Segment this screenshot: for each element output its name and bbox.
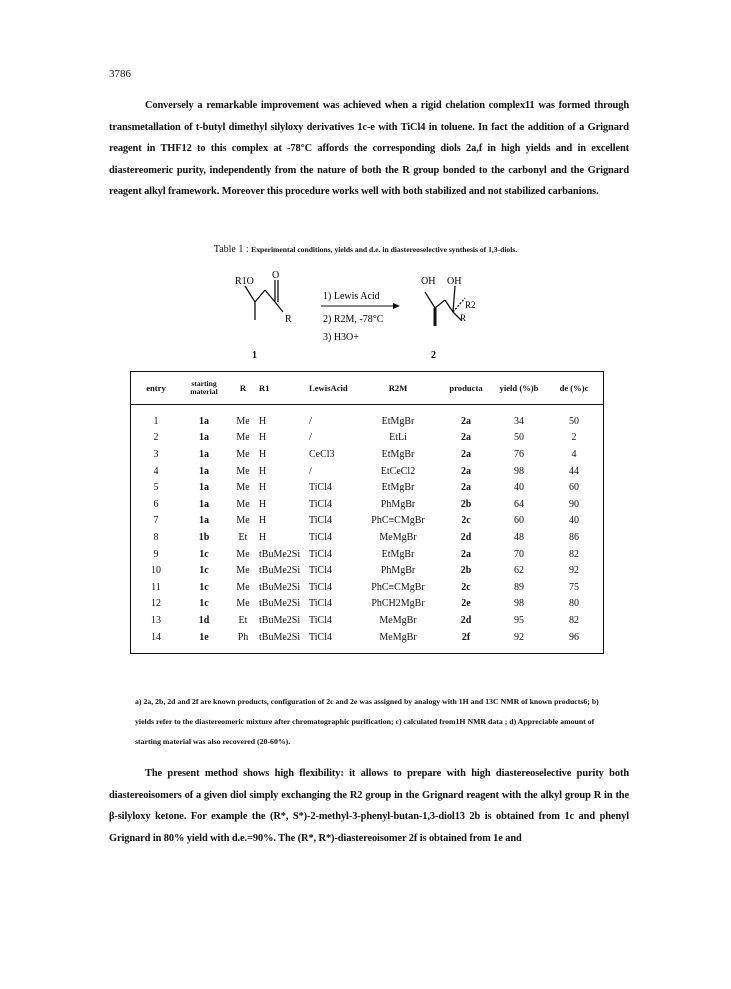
cell-yield: 98 [514, 465, 524, 477]
cell-starting-material: 1c [199, 565, 209, 577]
cell-entry: 1 [153, 415, 159, 427]
cell-lewis-acid: TiCl4 [309, 531, 332, 543]
header-entry: entry [131, 372, 182, 405]
cell-de: 90 [569, 498, 579, 510]
cell-starting-material: 1a [199, 465, 209, 477]
table-row [131, 479, 604, 496]
cell-yield: 40 [514, 482, 524, 494]
cell-de: 4 [571, 448, 577, 460]
cell-de: 96 [569, 631, 579, 643]
cell-starting-material: 1a [199, 448, 209, 460]
cell-r2m: MeMgBr [379, 631, 417, 643]
cell-starting-material: 1e [199, 631, 209, 643]
cell-r2m: PhC≡CMgBr [371, 581, 425, 593]
cell-yield: 62 [514, 565, 524, 577]
header-yield: yield (%)b [493, 372, 545, 405]
cell-lewis-acid: TiCl4 [309, 565, 332, 577]
cell-lewis-acid: / [309, 465, 312, 477]
cell-de: 80 [569, 598, 579, 610]
cell-r2m: EtMgBr [381, 548, 415, 560]
cell-product: 2d [460, 531, 472, 543]
cell-de: 82 [569, 614, 579, 626]
cell-r: Me [236, 565, 250, 577]
table-row [131, 513, 604, 530]
cell-lewis-acid: / [309, 432, 312, 444]
cell-r: Me [236, 498, 250, 510]
table-row [131, 579, 604, 596]
cell-entry: 12 [151, 598, 161, 610]
cell-product: 2a [461, 465, 471, 477]
cell-r1: tBuMe2Si [259, 631, 301, 643]
cell-de: 92 [569, 565, 579, 577]
product-r: R [460, 313, 467, 323]
cell-r: Me [236, 482, 250, 494]
cell-de: 86 [569, 531, 579, 543]
cell-r1: tBuMe2Si [259, 614, 301, 626]
cell-lewis-acid: TiCl4 [309, 498, 332, 510]
cell-r1: H [259, 432, 267, 444]
product-label: 2 [431, 350, 436, 361]
condition-step-3: 3) H3O+ [323, 332, 359, 343]
cell-r1: tBuMe2Si [259, 548, 301, 560]
cell-lewis-acid: TiCl4 [309, 482, 332, 494]
cell-r1: H [259, 515, 267, 527]
cell-product: 2d [460, 614, 472, 626]
cell-r2m: MeMgBr [379, 614, 417, 626]
cell-r2m: PhC≡CMgBr [371, 515, 425, 527]
header-de: de (%)c [545, 372, 604, 405]
condition-step-2: 2) R2M, -78°C [323, 314, 384, 325]
table-row [131, 629, 604, 654]
cell-de: 44 [569, 465, 579, 477]
cell-r2m: PhCH2MgBr [371, 598, 425, 610]
condition-step-1: 1) Lewis Acid [323, 291, 380, 302]
product-oh-1: OH [421, 276, 436, 287]
cell-yield: 76 [514, 448, 524, 460]
cell-yield: 95 [514, 614, 524, 626]
cell-lewis-acid: / [309, 415, 312, 427]
cell-r: Me [236, 548, 250, 560]
body-paragraph-2: The present method shows high flexibility: it allows to prepare with high diastereoselective purity both diastereoisomers of a given diol simply exchanging the R2 group in the Grignard reagent with the alkyl group R in the β-silyloxy ketone. For example the (R*, S*)-2-methyl-3-phenyl-butan-1,3-diol13 2b is obtained from 1c and phenyl Grignard in 80% yield with d.e.=90%. The (R*, R*)-diastereoisomer 2f is obtained from 1e and [109, 768, 629, 844]
reactant-r: R [285, 314, 292, 325]
cell-product: 2b [460, 565, 472, 577]
cell-entry: 2 [153, 432, 159, 444]
cell-lewis-acid: TiCl4 [309, 515, 332, 527]
cell-r2m: EtMgBr [381, 482, 415, 494]
header-r1: R1 [259, 372, 309, 405]
cell-r1: H [259, 482, 267, 494]
cell-r: Me [236, 448, 250, 460]
table-row [131, 496, 604, 513]
cell-lewis-acid: TiCl4 [309, 631, 332, 643]
cell-product: 2c [461, 581, 471, 593]
cell-yield: 48 [514, 531, 524, 543]
cell-entry: 13 [151, 614, 161, 626]
cell-product: 2e [461, 598, 471, 610]
table-row [131, 430, 604, 447]
cell-product: 2b [460, 498, 472, 510]
cell-r: Me [236, 515, 250, 527]
cell-r1: tBuMe2Si [259, 565, 301, 577]
cell-entry: 8 [153, 531, 159, 543]
cell-r2m: EtLi [389, 432, 407, 444]
table-row [131, 405, 604, 430]
header-lewis-acid: LewisAcid [309, 372, 357, 405]
cell-de: 60 [569, 482, 579, 494]
cell-lewis-acid: TiCl4 [309, 548, 332, 560]
cell-starting-material: 1c [199, 598, 209, 610]
cell-r: Me [236, 465, 250, 477]
body-paragraph-1: Conversely a remarkable improvement was achieved when a rigid chelation complex11 was formed through transmetallation of t-butyl dimethyl silyloxy derivatives 1c-e with TiCl4 in toluene. In fact the addition of a Grignard reagent in THF12 to this complex at -78°C affords the corresponding diols 2a,f in high yields and in excellent diastereomeric purity, independently from the nature of both the R group bonded to the carbonyl and the Grignard reagent alkyl framework. Moreover this procedure works well with both stabilized and not stabilized carbanions. [109, 100, 629, 198]
cell-starting-material: 1a [199, 498, 209, 510]
cell-lewis-acid: TiCl4 [309, 614, 332, 626]
cell-de: 82 [569, 548, 579, 560]
cell-yield: 98 [514, 598, 524, 610]
reactant-label: 1 [252, 350, 257, 361]
cell-lewis-acid: TiCl4 [309, 581, 332, 593]
cell-starting-material: 1a [199, 432, 209, 444]
cell-starting-material: 1c [199, 581, 209, 593]
header-r2m: R2M [357, 372, 439, 405]
table-caption-text: Experimental conditions, yields and d.e. in diastereoselective synthesis of 1,3-diols. [251, 245, 518, 254]
cell-yield: 89 [514, 581, 524, 593]
cell-r2m: PhMgBr [380, 565, 416, 577]
cell-de: 75 [569, 581, 579, 593]
cell-r: Me [236, 598, 250, 610]
table-row [131, 529, 604, 546]
cell-entry: 5 [153, 482, 159, 494]
reactant-carbonyl-o: O [272, 270, 280, 281]
cell-yield: 70 [514, 548, 524, 560]
cell-starting-material: 1a [199, 415, 209, 427]
cell-yield: 60 [514, 515, 524, 527]
product-structure [425, 286, 465, 320]
cell-yield: 64 [514, 498, 524, 510]
cell-r2m: PhMgBr [380, 498, 416, 510]
table-caption [0, 244, 731, 255]
table-row [131, 562, 604, 579]
cell-starting-material: 1a [199, 482, 209, 494]
reaction-arrow-head [393, 303, 400, 309]
reactant-substituent: R1O [235, 276, 254, 287]
cell-de: 40 [569, 515, 579, 527]
cell-r1: H [259, 498, 267, 510]
cell-entry: 4 [153, 465, 159, 477]
cell-product: 2a [461, 415, 471, 427]
cell-product: 2a [461, 482, 471, 494]
cell-de: 2 [571, 432, 577, 444]
cell-product: 2c [461, 515, 471, 527]
cell-r1: H [259, 415, 267, 427]
cell-product: 2a [461, 448, 471, 460]
cell-r: Et [238, 531, 248, 543]
page-number: 3786 [109, 68, 131, 80]
cell-entry: 14 [151, 631, 161, 643]
cell-r2m: EtMgBr [381, 448, 415, 460]
cell-r1: tBuMe2Si [259, 598, 301, 610]
cell-r: Me [236, 415, 250, 427]
table-row [131, 612, 604, 629]
cell-starting-material: 1b [198, 531, 210, 543]
cell-r2m: EtCeCl2 [380, 465, 416, 477]
table-footnote: a) 2a, 2b, 2d and 2f are known products, configuration of 2c and 2e was assigned by analogy with 1H and 13C NMR of known products6; b) yields refer to the diastereomeric mixture after chromatographic purification; c) calculated from1H NMR data ; d) Appreciable amount of starting material was also recovered (20-60%). [135, 697, 599, 746]
cell-r2m: EtMgBr [381, 415, 415, 427]
table-row [131, 446, 604, 463]
cell-starting-material: 1d [198, 614, 210, 626]
results-table [130, 371, 604, 654]
cell-yield: 92 [514, 631, 524, 643]
cell-starting-material: 1c [199, 548, 209, 560]
cell-entry: 10 [151, 565, 161, 577]
cell-yield: 34 [514, 415, 524, 427]
cell-lewis-acid: TiCl4 [309, 598, 332, 610]
header-r: R [227, 372, 259, 405]
header-product: producta [439, 372, 493, 405]
cell-product: 2a [461, 548, 471, 560]
cell-entry: 3 [153, 448, 159, 460]
cell-r1: tBuMe2Si [259, 581, 301, 593]
cell-entry: 9 [153, 548, 159, 560]
cell-entry: 11 [151, 581, 161, 593]
table-caption-label: Table 1 : [213, 244, 252, 255]
cell-de: 50 [569, 415, 579, 427]
cell-r1: H [259, 465, 267, 477]
table-row [131, 463, 604, 480]
table-row [131, 546, 604, 563]
table-row [131, 596, 604, 613]
cell-r: Ph [237, 631, 249, 643]
cell-yield: 50 [514, 432, 524, 444]
product-r2: R2 [465, 300, 476, 310]
reaction-scheme [225, 264, 535, 374]
cell-r1: H [259, 531, 267, 543]
cell-product: 2f [461, 631, 471, 643]
cell-lewis-acid: CeCl3 [309, 448, 335, 460]
product-oh-2: OH [447, 276, 462, 287]
cell-r2m: MeMgBr [379, 531, 417, 543]
cell-r: Me [236, 432, 250, 444]
cell-r: Me [236, 581, 250, 593]
cell-entry: 6 [153, 498, 159, 510]
cell-product: 2a [461, 432, 471, 444]
cell-entry: 7 [153, 515, 159, 527]
cell-r: Et [238, 614, 248, 626]
cell-r1: H [259, 448, 267, 460]
cell-starting-material: 1a [199, 515, 209, 527]
header-starting-material: starting material [181, 372, 227, 405]
